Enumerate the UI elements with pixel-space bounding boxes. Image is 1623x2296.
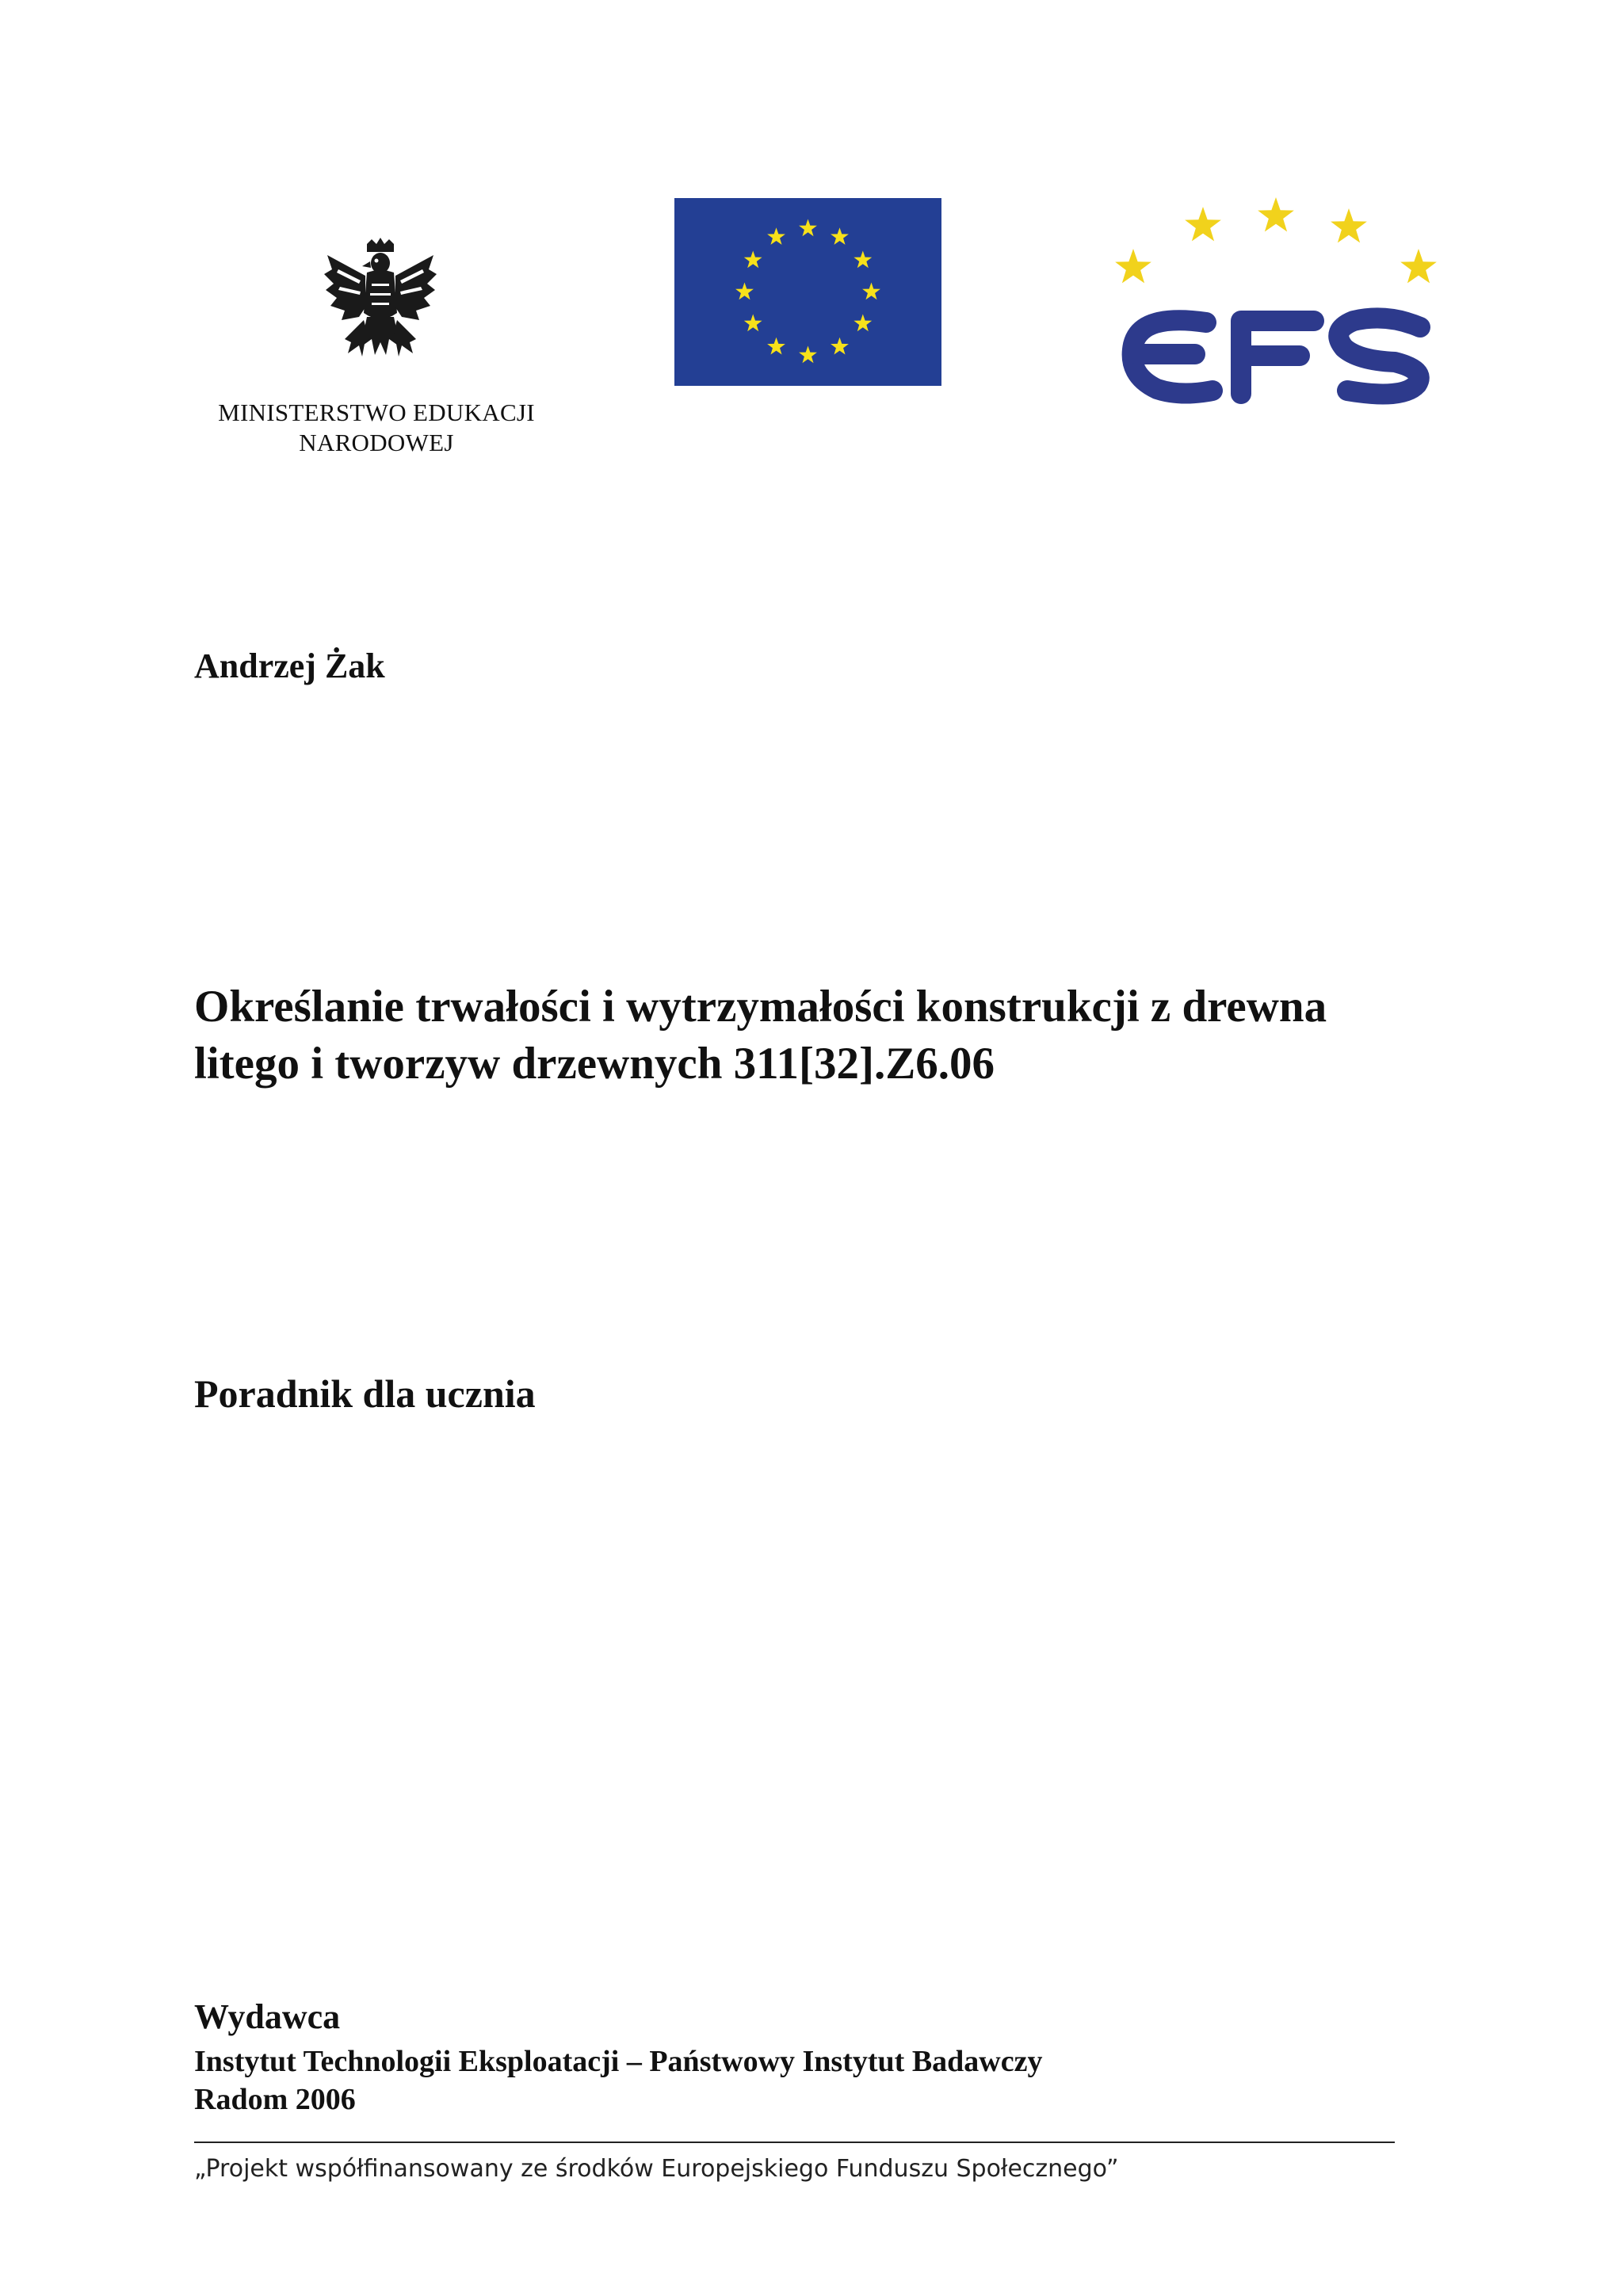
ministry-name <box>158 398 594 458</box>
footer-divider <box>194 2142 1395 2143</box>
document-title <box>194 978 1510 1093</box>
publisher-city-year: Radom 2006 <box>194 2083 356 2116</box>
funding-footnote: „Projekt współfinansowany ze środków Europejskiego Funduszu Społecznego” <box>194 2155 1119 2183</box>
eu-flag-icon <box>674 198 941 386</box>
efs-logo-icon <box>1102 186 1450 432</box>
author-name: Andrzej Żak <box>194 646 385 685</box>
title-line-1: Określanie trwałości i wytrzymałości konstrukcji z drewna <box>194 982 1327 1032</box>
ministry-line-1: MINISTERSTWO EDUKACJI <box>218 399 535 426</box>
ministry-line-2: NARODOWEJ <box>299 429 454 456</box>
publisher-name: Instytut Technologii Eksploatacji – Państwowy Instytut Badawczy <box>194 2045 1043 2078</box>
polish-eagle-emblem-icon <box>321 238 440 368</box>
document-subtitle: Poradnik dla ucznia <box>194 1371 536 1416</box>
publisher-label: Wydawca <box>194 1997 341 2036</box>
title-line-2: litego i tworzyw drzewnych 311[32].Z6.06 <box>194 1039 995 1089</box>
